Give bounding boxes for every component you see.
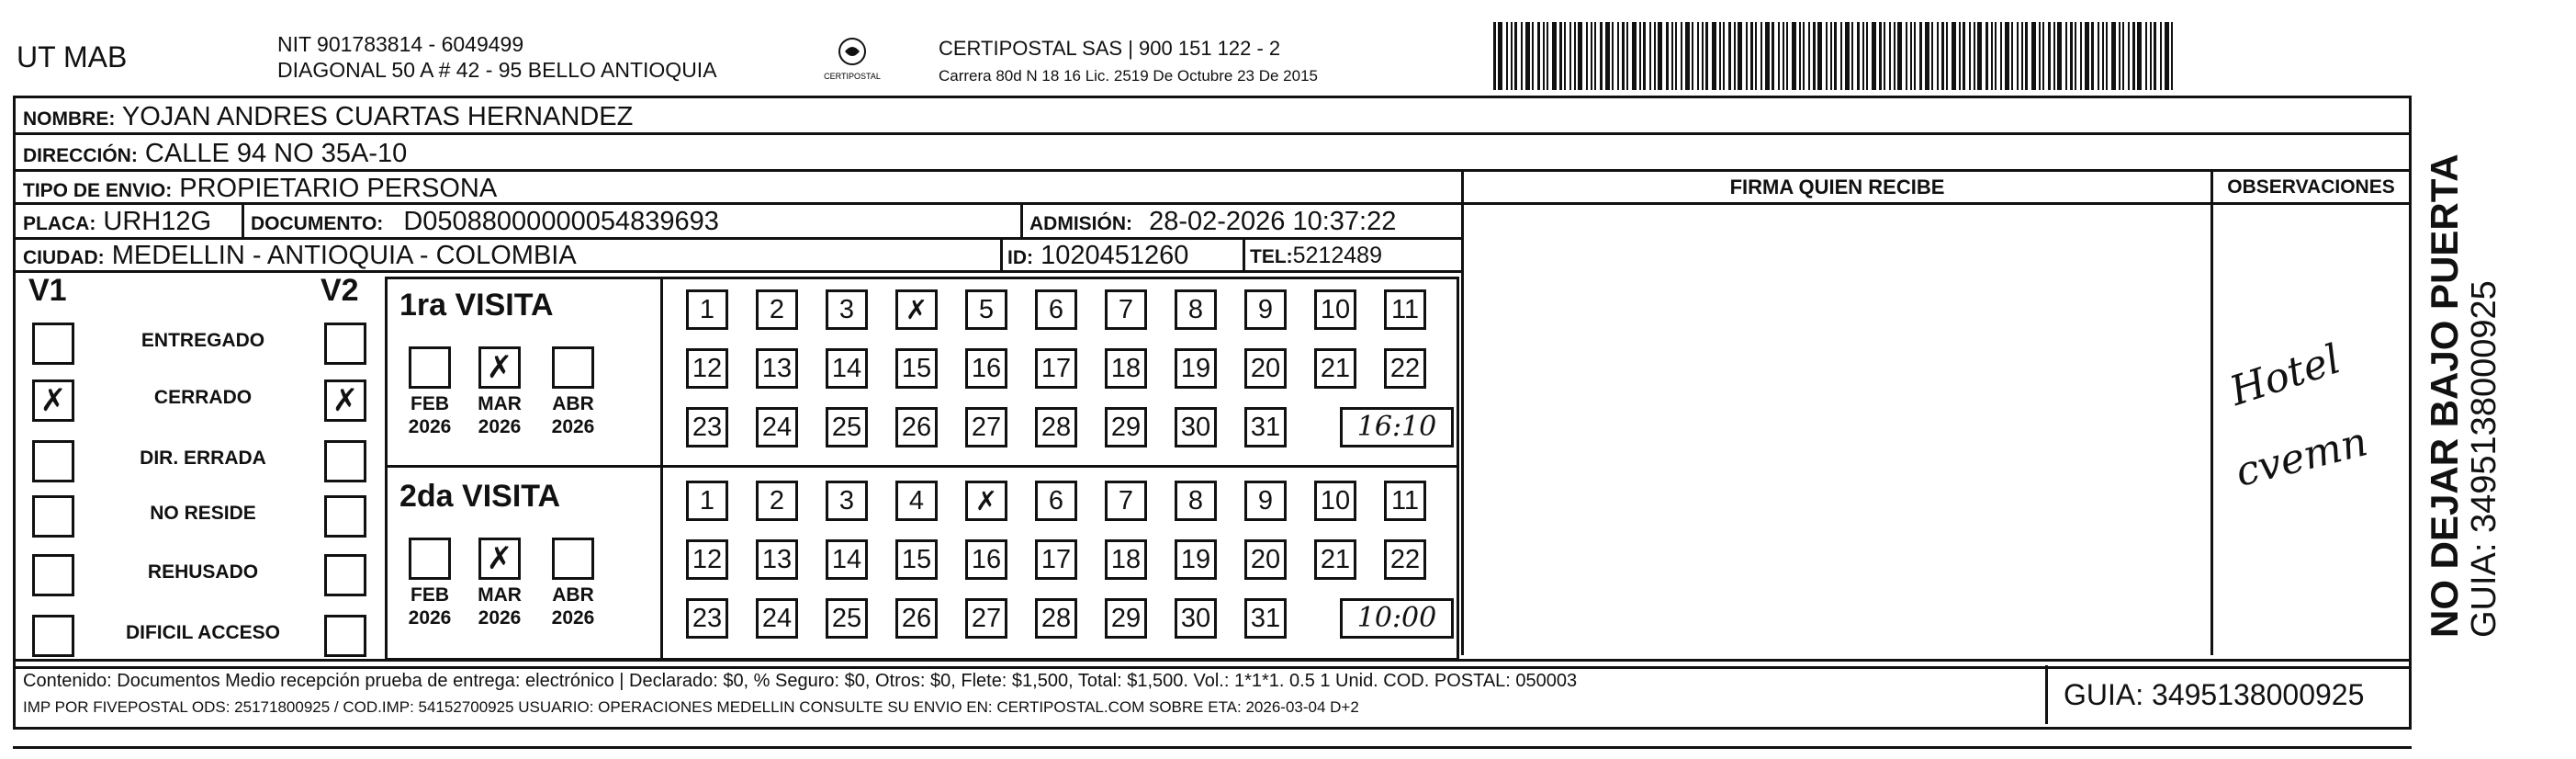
day-box[interactable]: 2	[756, 289, 798, 330]
month-label: FEB 2026	[408, 393, 452, 437]
month-label: MAR 2026	[478, 393, 522, 437]
direccion-value: CALLE 94 NO 35A-10	[144, 139, 408, 168]
day-box[interactable]: 16	[965, 348, 1007, 389]
day-box[interactable]: 27	[965, 407, 1007, 447]
day-box[interactable]: 7	[1105, 289, 1147, 330]
month-checkbox[interactable]	[409, 538, 451, 580]
day-box[interactable]: 2	[756, 481, 798, 521]
guia-footer: GUIA: 3495138000925	[2064, 678, 2365, 711]
side-warning: NO DEJAR BAJO PUERTA	[2423, 153, 2466, 638]
day-box[interactable]: 26	[895, 598, 938, 639]
direccion-label: DIRECCIÓN:	[23, 145, 138, 166]
footer	[13, 665, 2412, 730]
day-box[interactable]: 31	[1244, 407, 1287, 447]
day-box[interactable]: 4	[895, 481, 938, 521]
tipo-envio-label: TIPO DE ENVIO:	[23, 180, 173, 201]
visit2-title: 2da VISITA	[399, 479, 561, 514]
day-box[interactable]: 6	[1035, 289, 1077, 330]
day-box[interactable]: 14	[826, 348, 868, 389]
day-box[interactable]: 30	[1175, 407, 1217, 447]
v2-label: V2	[321, 273, 359, 308]
visit-time[interactable]: 16:10	[1340, 407, 1454, 447]
day-box[interactable]: 31	[1244, 598, 1287, 639]
svg-text:cvemn: cvemn	[2231, 418, 2372, 496]
status-label: NO RESIDE	[150, 503, 256, 524]
signature-area	[1476, 218, 2192, 640]
day-box[interactable]: 28	[1035, 598, 1077, 639]
day-box[interactable]: 5	[965, 289, 1007, 330]
tipo-envio-value: PROPIETARIO PERSONA	[179, 174, 498, 203]
delivery-form	[13, 96, 2412, 669]
nombre-value: YOJAN ANDRES CUARTAS HERNANDEZ	[121, 102, 634, 131]
check-mark: ✗	[486, 540, 513, 577]
carrier-license: Carrera 80d N 18 16 Lic. 2519 De Octubre 23 De 2015	[939, 67, 1318, 85]
contenido-text: Contenido: Documentos Medio recepción prueba de entrega: electrónico | Declarado: $0, % Seguro: $0, Otros: $0, Flete: $1,500, Total: $1,500. Vol.: 1*1*1. 0.5 1 Unid. COD. POSTAL: 050003	[23, 671, 1578, 691]
svg-text:Hotel: Hotel	[2224, 335, 2346, 415]
day-box[interactable]: 30	[1175, 598, 1217, 639]
svg-text:CERTIPOSTAL: CERTIPOSTAL	[824, 72, 881, 81]
day-box[interactable]: 11	[1384, 481, 1426, 521]
month-label: FEB 2026	[408, 584, 452, 629]
day-box[interactable]: 9	[1244, 289, 1287, 330]
day-box[interactable]: 21	[1314, 539, 1356, 580]
day-box[interactable]: 27	[965, 598, 1007, 639]
day-box[interactable]: 21	[1314, 348, 1356, 389]
admision-label: ADMISIÓN:	[1029, 213, 1132, 234]
day-box[interactable]: 20	[1244, 348, 1287, 389]
id-label: ID:	[1007, 247, 1033, 268]
check-mark: ✗	[39, 382, 67, 419]
month-checkbox[interactable]	[478, 538, 521, 580]
day-box[interactable]: 20	[1244, 539, 1287, 580]
nit-line: NIT 901783814 - 6049499	[277, 32, 524, 56]
side-notice	[2415, 96, 2571, 647]
check-mark: ✗	[486, 349, 513, 386]
status-label: REHUSADO	[147, 561, 259, 583]
visit2-calendar	[16, 98, 1461, 668]
day-box[interactable]: ✗	[895, 289, 938, 330]
day-box[interactable]: 18	[1105, 539, 1147, 580]
day-box[interactable]: 29	[1105, 407, 1147, 447]
day-box[interactable]: 26	[895, 407, 938, 447]
day-box[interactable]: 3	[826, 481, 868, 521]
v1-label: V1	[28, 273, 67, 308]
company-info	[277, 31, 717, 83]
barcode	[1493, 22, 2177, 90]
day-box[interactable]: 14	[826, 539, 868, 580]
day-box[interactable]: 24	[756, 598, 798, 639]
day-box[interactable]: 1	[686, 481, 728, 521]
day-box[interactable]: 29	[1105, 598, 1147, 639]
status-label: DIFICIL ACCESO	[125, 622, 280, 643]
day-box[interactable]: ✗	[965, 481, 1007, 521]
tel-label: TEL:	[1250, 246, 1293, 267]
carrier-line: CERTIPOSTAL SAS | 900 151 122 - 2	[939, 37, 1281, 60]
company-address: DIAGONAL 50 A # 42 - 95 BELLO ANTIOQUIA	[277, 58, 717, 82]
day-box[interactable]: 22	[1384, 539, 1426, 580]
firma-header: FIRMA QUIEN RECIBE	[1461, 172, 2210, 205]
day-box[interactable]: 18	[1105, 348, 1147, 389]
day-box[interactable]: 6	[1035, 481, 1077, 521]
day-box[interactable]: 8	[1175, 481, 1217, 521]
day-box[interactable]: 13	[756, 539, 798, 580]
day-box[interactable]: 12	[686, 539, 728, 580]
status-label: CERRADO	[153, 387, 253, 408]
documento-label: DOCUMENTO:	[251, 213, 384, 234]
month-label: ABR 2026	[551, 584, 595, 629]
month-label: ABR 2026	[551, 393, 595, 437]
observaciones-header: OBSERVACIONES	[2210, 172, 2409, 205]
day-box[interactable]: 17	[1035, 539, 1077, 580]
day-box[interactable]: 1	[686, 289, 728, 330]
tel-value: 5212489	[1292, 243, 1382, 268]
certipostal-logo	[806, 33, 898, 86]
day-box[interactable]: 3	[826, 289, 868, 330]
day-box[interactable]: 24	[756, 407, 798, 447]
day-box[interactable]: 15	[895, 348, 938, 389]
visit-time[interactable]: 10:00	[1340, 598, 1454, 639]
id-value: 1020451260	[1041, 241, 1189, 270]
documento-value: D05088000000054839693	[403, 207, 719, 236]
day-box[interactable]: 28	[1035, 407, 1077, 447]
day-box[interactable]: 11	[1384, 289, 1426, 330]
month-checkbox[interactable]	[552, 538, 594, 580]
day-box[interactable]: 7	[1105, 481, 1147, 521]
day-box[interactable]: 23	[686, 598, 728, 639]
day-box[interactable]: 19	[1175, 539, 1217, 580]
day-box[interactable]: 23	[686, 407, 728, 447]
day-box[interactable]: 12	[686, 348, 728, 389]
day-box[interactable]: 10	[1314, 289, 1356, 330]
nombre-label: NOMBRE:	[23, 108, 116, 130]
day-box[interactable]: 13	[756, 348, 798, 389]
check-mark: ✗	[332, 382, 359, 419]
ciudad-label: CIUDAD:	[23, 247, 105, 268]
day-box[interactable]: 17	[1035, 348, 1077, 389]
carrier-info	[939, 35, 1318, 90]
day-box[interactable]: 15	[895, 539, 938, 580]
placa-label: PLACA:	[23, 213, 96, 234]
day-box[interactable]: 8	[1175, 289, 1217, 330]
day-box[interactable]: 19	[1175, 348, 1217, 389]
observaciones-area	[2220, 282, 2403, 613]
side-guia: GUIA: 3495138000925	[2465, 280, 2503, 638]
day-box[interactable]: 22	[1384, 348, 1426, 389]
admision-value: 28-02-2026 10:37:22	[1149, 207, 1397, 236]
imp-text: IMP POR FIVEPOSTAL ODS: 25171800925 / COD.IMP: 54152700925 USUARIO: OPERACIONES MEDELLIN CONSULTE SU ENVIO EN: CERTIPOSTAL.COM SOBRE ETA: 2026-03-04 D+2	[23, 698, 1359, 716]
handwritten-observation	[2220, 282, 2403, 613]
day-box[interactable]: 25	[826, 407, 868, 447]
company-name: UT MAB	[17, 40, 128, 74]
placa-value: URH12G	[103, 207, 212, 236]
month-label: MAR 2026	[478, 584, 522, 629]
day-box[interactable]: 25	[826, 598, 868, 639]
day-box[interactable]: 9	[1244, 481, 1287, 521]
day-box[interactable]: 10	[1314, 481, 1356, 521]
status-label: ENTREGADO	[141, 330, 265, 351]
visit1-title: 1ra VISITA	[399, 288, 554, 323]
status-label: DIR. ERRADA	[140, 447, 266, 469]
day-box[interactable]: 16	[965, 539, 1007, 580]
ciudad-value: MEDELLIN - ANTIOQUIA - COLOMBIA	[111, 241, 577, 270]
